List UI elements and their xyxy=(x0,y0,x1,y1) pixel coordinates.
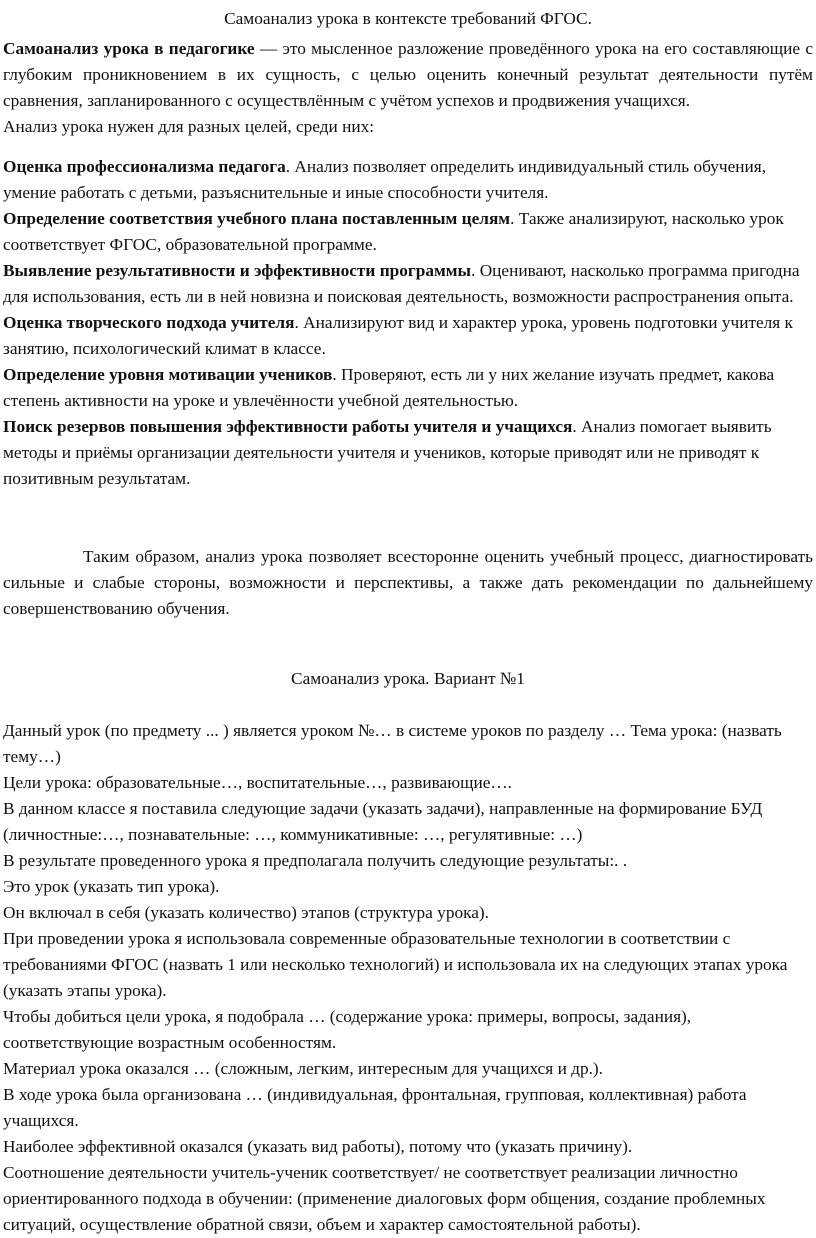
purpose-term: Определение уровня мотивации учеников xyxy=(3,365,333,384)
outline-line: Соотношение деятельности учитель-ученик соответствует/ не соответствует реализации личностно ориентированного подхода в обучении: (применение диалоговых форм общения, создание проблемных ситуаций, осуществление обратной связи, объем и характер самостоятельной работы). xyxy=(3,1163,766,1234)
purpose-item xyxy=(3,362,813,414)
definition-paragraph xyxy=(3,36,813,114)
variant-title: Самоанализ урока. Вариант №1 xyxy=(291,669,525,688)
outline-line: Цели урока: образовательные…, воспитательные…, развивающие…. xyxy=(3,773,512,792)
outline-line: В ходе урока была организована … (индивидуальная, фронтальная, групповая, коллективная) работа учащихся. xyxy=(3,1085,747,1130)
purpose-item xyxy=(3,154,813,206)
purpose-term: Поиск резервов повышения эффективности работы учителя и учащихся xyxy=(3,417,573,436)
document-title: Самоанализ урока в контексте требований ФГОС. xyxy=(224,9,592,28)
outline-line: Данный урок (по предмету ... ) является уроком №… в системе уроков по разделу … Тема урока: (назвать тему…) xyxy=(3,721,782,766)
purpose-text: . Проверяют, есть ли у них желание изучать предмет, какова степень активности на уроке и увлечённости учебной деятельностью. xyxy=(3,365,775,410)
outline-line: В данном классе я поставила следующие задачи (указать задачи), направленные на формирование БУД (личностные:…, познавательные: …, коммуникативные: …, регулятивные: …) xyxy=(3,799,763,844)
purpose-text: . Анализ позволяет определить индивидуальный стиль обучения, умение работать с детьми, разъяснительные и иные способности учителя. xyxy=(3,157,767,202)
purpose-term: Определение соответствия учебного плана поставленным целям xyxy=(3,209,511,228)
purpose-item xyxy=(3,206,813,258)
outline-line: Материал урока оказался … (сложным, легким, интересным для учащихся и др.). xyxy=(3,1059,603,1078)
outline-line: Чтобы добиться цели урока, я подобрала … (содержание урока: примеры, вопросы, задания), соответствующие возрастным особенностям. xyxy=(3,1007,692,1052)
outline-line: При проведении урока я использовала современные образовательные технологии в соответствии с требованиями ФГОС (назвать 1 или несколько технологий) и использовала их на следующих этапах урока (указать этапы урока). xyxy=(3,929,788,1000)
purpose-text: . Анализируют вид и характер урока, уровень подготовки учителя к занятию, психологический климат в классе. xyxy=(3,313,793,358)
outline-line: В результате проведенного урока я предполагала получить следующие результаты:. . xyxy=(3,851,628,870)
outline-line: Он включал в себя (указать количество) этапов (структура урока). xyxy=(3,903,489,922)
outline-line: Это урок (указать тип урока). xyxy=(3,877,220,896)
definition-term: Самоанализ урока в педагогике xyxy=(3,39,255,58)
purpose-item xyxy=(3,258,813,310)
outline-line: Наиболее эффективной оказался (указать вид работы), потому что (указать причину). xyxy=(3,1137,633,1156)
purpose-text: . Оценивают, насколько программа пригодна для использования, есть ли в ней новизна и поисковая деятельность, возможности распространения опыта. xyxy=(3,261,800,306)
purposes-intro: Анализ урока нужен для разных целей, среди них: xyxy=(3,117,375,136)
purpose-text: . Анализ помогает выявить методы и приёмы организации деятельности учителя и учеников, которые приводят или не приводят к позитивным результатам. xyxy=(3,417,772,488)
purpose-item xyxy=(3,310,813,362)
variant-outline xyxy=(3,718,813,1238)
purpose-term: Оценка творческого подхода учителя xyxy=(3,313,295,332)
conclusion-paragraph: Таким образом, анализ урока позволяет всесторонне оценить учебный процесс, диагностировать сильные и слабые стороны, возможности и перспективы, а также дать рекомендации по дальнейшему совершенствованию обучения. xyxy=(3,547,813,618)
purpose-term: Оценка профессионализма педагога xyxy=(3,157,286,176)
purpose-text: . Также анализируют, насколько урок соответствует ФГОС, образовательной программе. xyxy=(3,209,784,254)
definition-text: — это мысленное разложение проведённого урока на его составляющие с глубоким проникновением в их сущность, с целью оценить конечный результат деятельности путём сравнения, запланированного с осуществлённым с учётом успехов и продвижения учащихся. xyxy=(3,39,813,110)
purposes-list xyxy=(3,154,813,492)
purpose-term: Выявление результативности и эффективности программы xyxy=(3,261,472,280)
purpose-item xyxy=(3,414,813,492)
